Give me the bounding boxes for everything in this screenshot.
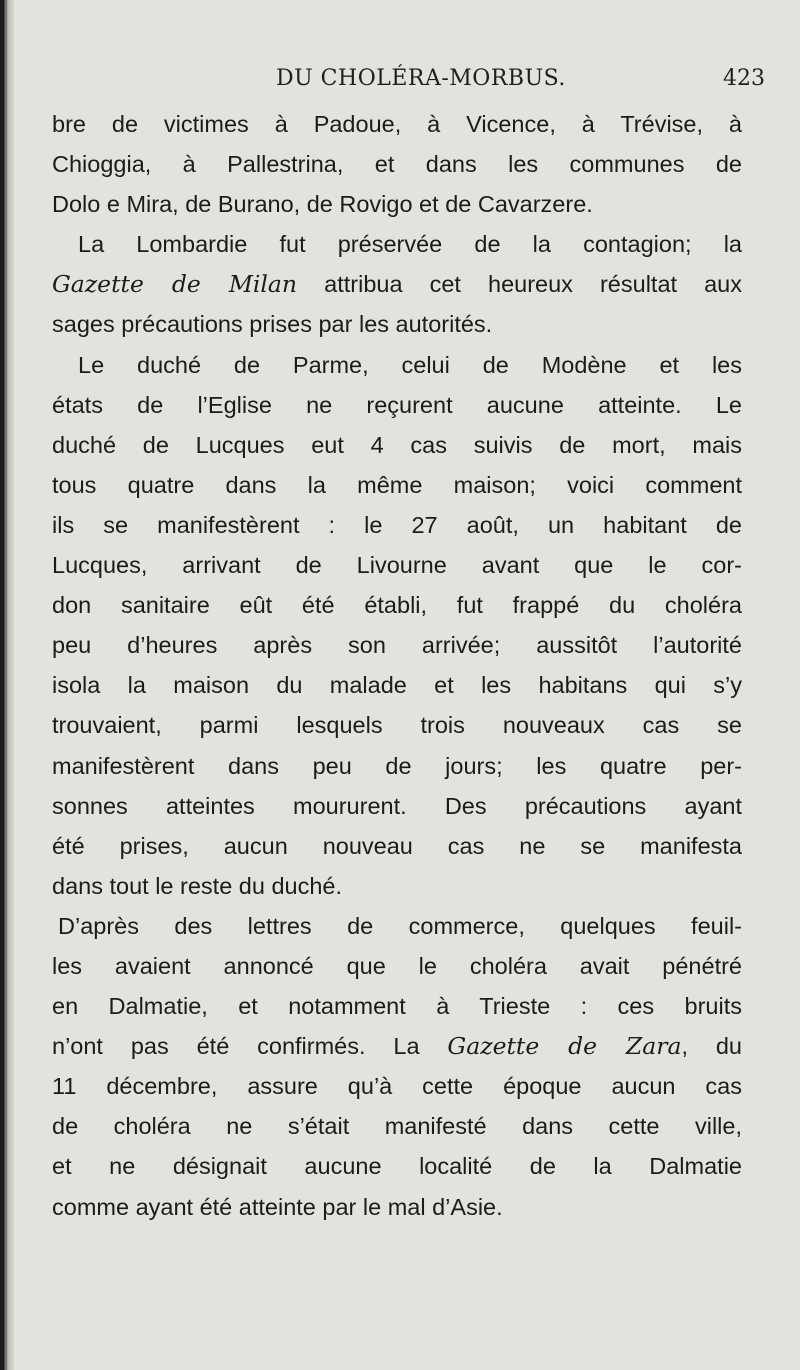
text-line — [52, 906, 742, 946]
text-run: La Lombardie fut préservée de la contagion; la — [78, 231, 742, 258]
text-run: , du — [681, 1033, 742, 1060]
text-run: manifestèrent dans peu de jours; les quatre per- — [52, 752, 742, 779]
page-number: 423 — [723, 66, 765, 91]
text-run: isola la maison du malade et les habitans qui s’y — [52, 672, 742, 699]
text-line — [52, 665, 742, 705]
text-line — [52, 625, 742, 665]
text-run: comme ayant été atteinte par le mal d’Asie. — [52, 1193, 503, 1220]
text-line — [52, 826, 742, 866]
text-line — [52, 224, 742, 264]
binding-gutter — [0, 0, 14, 1370]
text-run: tous quatre dans la même maison; voici comment — [52, 471, 742, 498]
text-run: dans tout le reste du duché. — [52, 872, 343, 899]
text-run: duché de Lucques eut 4 cas suivis de mort, mais — [52, 431, 742, 458]
running-head: DU CHOLÉRA-MORBUS. — [276, 66, 566, 91]
text-run: les avaient annoncé que le choléra avait pénétré — [52, 952, 742, 979]
text-line — [52, 104, 742, 144]
text-run: trouvaient, parmi lesquels trois nouveaux cas se — [52, 712, 742, 739]
text-line — [52, 946, 742, 986]
text-run: et ne désignait aucune localité de la Dalmatie — [52, 1153, 742, 1180]
text-run: Lucques, arrivant de Livourne avant que le cor- — [52, 552, 742, 579]
text-line — [52, 1106, 742, 1146]
italic-title: Gazette de Zara — [447, 1032, 682, 1061]
text-line — [52, 264, 742, 304]
text-run: n’ont pas été confirmés. La — [52, 1033, 448, 1060]
text-run: don sanitaire eût été établi, fut frappé du choléra — [52, 592, 742, 619]
text-run: été prises, aucun nouveau cas ne se manifesta — [52, 832, 742, 859]
body-text — [52, 104, 742, 1227]
text-run: sages précautions prises par les autorités. — [52, 311, 493, 338]
text-line — [52, 385, 742, 425]
text-line — [52, 465, 742, 505]
text-line — [52, 786, 742, 826]
text-line — [52, 746, 742, 786]
page-header — [0, 66, 800, 106]
text-line — [52, 545, 742, 585]
text-line — [52, 705, 742, 745]
text-line — [52, 304, 742, 344]
text-line — [52, 866, 742, 906]
text-line — [52, 345, 742, 385]
text-run: Le duché de Parme, celui de Modène et les — [78, 351, 742, 378]
text-run: sonnes atteintes moururent. Des précautions ayant — [52, 792, 742, 819]
text-run: peu d’heures après son arrivée; aussitôt l’autorité — [52, 632, 742, 659]
text-line — [52, 1026, 742, 1066]
text-run: ils se manifestèrent : le 27 août, un habitant de — [52, 511, 742, 538]
text-run: de choléra ne s’était manifesté dans cette ville, — [52, 1113, 742, 1140]
text-run: bre de victimes à Padoue, à Vicence, à Trévise, à — [52, 111, 742, 137]
text-run: états de l’Eglise ne reçurent aucune atteinte. Le — [52, 391, 742, 418]
text-run: Chioggia, à Pallestrina, et dans les communes de — [52, 151, 742, 178]
text-run: 11 décembre, assure qu’à cette époque aucun cas — [52, 1073, 742, 1100]
italic-title: Gazette de Milan — [52, 270, 298, 299]
text-line — [52, 1146, 742, 1186]
text-run: attribua cet heureux résultat aux — [297, 271, 742, 298]
text-line — [52, 1187, 742, 1227]
text-line — [52, 585, 742, 625]
binding-edge-line — [6, 0, 7, 1370]
text-run: Dolo e Mira, de Burano, de Rovigo et de Cavarzere. — [52, 191, 593, 218]
text-line — [52, 986, 742, 1026]
text-line — [52, 505, 742, 545]
text-run: D’après des lettres de commerce, quelques feuil- — [58, 912, 742, 939]
text-line — [52, 425, 742, 465]
text-line — [52, 144, 742, 184]
text-line — [52, 1066, 742, 1106]
text-run: en Dalmatie, et notamment à Trieste : ces bruits — [52, 993, 742, 1020]
text-line — [52, 184, 742, 224]
